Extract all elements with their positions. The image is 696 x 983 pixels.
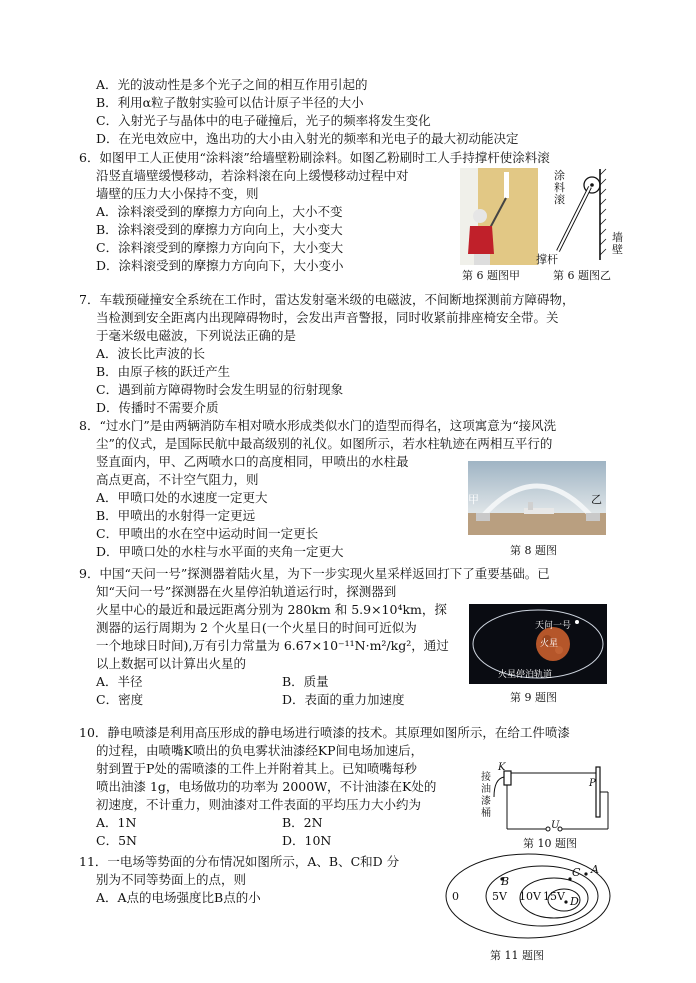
q10-stem-3: 射到置于P处的需喷漆的工件上并附着其上。已知喷嘴每秒 <box>96 761 417 776</box>
q7-stem-3: 于毫米级电磁波，下列说法正确的是 <box>96 328 297 343</box>
q8-stem-2: 尘”的仪式，是国际民航中最高级别的礼仪。如图所示，若水柱轨迹在两相互平行的 <box>96 436 553 451</box>
q6-stem-2: 沿竖直墙壁缓慢移动，若涂料滚在向上缓慢移动过程中对 <box>96 168 409 183</box>
q9-label-orbit: 火星停泊轨道 <box>498 670 553 680</box>
q9-stem-2: 知“天问一号”探测器在火星停泊轨道运行时，探测器到 <box>96 584 397 599</box>
q9-label-probe: 天问一号 <box>535 621 572 631</box>
q9-label-mars: 火星 <box>540 639 559 649</box>
q10-label-p: P <box>589 778 596 789</box>
q11-label-15v: 15V <box>543 890 565 903</box>
q11-stem-1: 11．一电场等势面的分布情况如图所示，A、B、C和D 分 <box>79 854 400 869</box>
q10-caption: 第 10 题图 <box>523 837 577 850</box>
q10-label-k: K <box>498 762 506 773</box>
q10-stem-2: 的过程，由喷嘴K喷出的负电雾状油漆经KP间电场加速后， <box>96 743 424 758</box>
point-a <box>584 872 587 875</box>
q8-stem-4: 高点更高，不计空气阻力，则 <box>96 472 259 487</box>
q10-label-u: U <box>551 820 560 831</box>
q8-option-a: A．甲喷口处的水速度一定更大 <box>96 490 268 505</box>
q10-stem-1: 10．静电喷漆是利用高压形成的静电场进行喷漆的技术。其原理如图所示，在给工件喷漆 <box>79 725 570 740</box>
q9-stem-4: 测器的运行周期为 2 个火星日(一个火星日的时间可近似为 <box>96 620 417 635</box>
q8-stem-3: 竖直面内，甲、乙两喷水口的高度相同，甲喷出的水柱最 <box>96 454 409 469</box>
q11-label-c: C <box>572 866 581 879</box>
q8-option-b: B．甲喷出的水射得一定更远 <box>96 508 256 523</box>
q9-stem-1: 9．中国“天问一号”探测器着陆火星，为下一步实现火星采样返回打下了重要基础。已 <box>79 566 550 581</box>
q10-option-d: D．10N <box>282 833 332 848</box>
q10-option-c: C．5N <box>96 833 137 848</box>
q9-stem-3: 火星中心的最近和最远距离分别为 280km 和 5.9×10⁴km，探 <box>96 602 447 617</box>
q8-option-c: C．甲喷出的水在空中运动时间一定更长 <box>96 526 319 541</box>
q8-caption: 第 8 题图 <box>510 544 557 557</box>
q11-label-5v: 5V <box>492 890 507 903</box>
q8-option-d: D．甲喷口处的水柱与水平面的夹角一定更大 <box>96 544 344 559</box>
q6-label-wall: 墙壁 <box>612 231 623 256</box>
q11-label-d: D <box>570 895 579 908</box>
q9-option-a: A．半径 <box>96 674 143 689</box>
q6-stem-3: 墙壁的压力大小保持不变，则 <box>96 186 259 201</box>
q11-caption: 第 11 题图 <box>490 949 544 962</box>
q11-label-a: A <box>591 863 599 876</box>
q10-stem-5: 初速度，不计重力，则油漆对工件表面的平均压力大小约为 <box>96 797 422 812</box>
q6-option-c: C．涂料滚受到的摩擦力方向向下，大小变大 <box>96 240 344 255</box>
q7-option-c: C．遇到前方障碍物时会发生明显的衍射现象 <box>96 382 344 397</box>
q10-label-tank: 接油漆桶 <box>481 772 491 819</box>
q8-photo <box>468 461 606 535</box>
q5-option-b: B．利用α粒子散射实验可以估计原子半径的大小 <box>96 95 364 110</box>
q6-option-b: B．涂料滚受到的摩擦力方向向上，大小变大 <box>96 222 343 237</box>
q6-caption-b: 第 6 题图乙 <box>553 269 611 282</box>
q6-photo <box>460 168 538 265</box>
q8-stem-1: 8．“过水门”是由两辆消防车相对喷水形成类似水门的造型而得名，这项寓意为“接风洗 <box>79 418 557 433</box>
q6-label-pole: 撑杆 <box>536 253 558 266</box>
q9-option-d: D．表面的重力加速度 <box>282 692 405 707</box>
q6-caption-a: 第 6 题图甲 <box>462 269 520 282</box>
q10-option-b: B．2N <box>282 815 323 830</box>
q10-stem-4: 喷出油漆 1g，电场做功的功率为 2000W，不计油漆在K处的 <box>96 779 437 794</box>
q7-option-d: D．传播时不需要介质 <box>96 400 219 415</box>
q8-label-a: 甲 <box>468 493 479 506</box>
q9-option-c: C．密度 <box>96 692 144 707</box>
q6-option-d: D．涂料滚受到的摩擦力方向向下，大小变小 <box>96 258 344 273</box>
q6-label-roller: 涂料滚 <box>554 169 565 206</box>
q6-stem-1: 6．如图甲工人正使用“涂料滚”给墙壁粉刷涂料。如图乙粉刷时工人手持撑杆使涂料滚 <box>79 150 550 165</box>
q11-label-10v: 10V <box>519 890 541 903</box>
q8-label-b: 乙 <box>591 493 602 506</box>
q5-option-d: D．在光电效应中，逸出功的大小由入射光的频率和光电子的最大初动能决定 <box>96 131 519 146</box>
q11-label-b: B <box>501 875 510 888</box>
q7-stem-2: 当检测到安全距离内出现障碍物时，会发出声音警报，同时收紧前排座椅安全带。关 <box>96 310 559 325</box>
q11-stem-2: 别为不同等势面上的点，则 <box>96 872 247 887</box>
probe-icon <box>575 620 579 624</box>
q10-option-a: A．1N <box>96 815 137 830</box>
q9-caption: 第 9 题图 <box>510 691 557 704</box>
q9-stem-5: 一个地球日时间),万有引力常量为 6.67×10⁻¹¹N·m²/kg²，通过 <box>96 638 449 653</box>
q5-option-c: C．入射光子与晶体中的电子碰撞后，光子的频率将发生变化 <box>96 113 431 128</box>
q7-stem-1: 7．车载预碰撞安全系统在工作时，雷达发射毫米级的电磁波，不间断地探测前方障碍物， <box>79 292 575 307</box>
q9-stem-6: 以上数据可以计算出火星的 <box>96 656 247 671</box>
q11-option-a: A．A点的电场强度比B点的小 <box>96 890 261 905</box>
workpiece <box>596 767 600 817</box>
q11-label-0v: 0 <box>452 890 459 903</box>
q7-option-a: A．波长比声波的长 <box>96 346 206 361</box>
q5-option-a: A．光的波动性是多个光子之间的相互作用引起的 <box>96 77 368 92</box>
q7-option-b: B．由原子核的跃迁产生 <box>96 364 231 379</box>
q6-option-a: A．涂料滚受到的摩擦力方向向上，大小不变 <box>96 204 343 219</box>
q9-option-b: B．质量 <box>282 674 329 689</box>
